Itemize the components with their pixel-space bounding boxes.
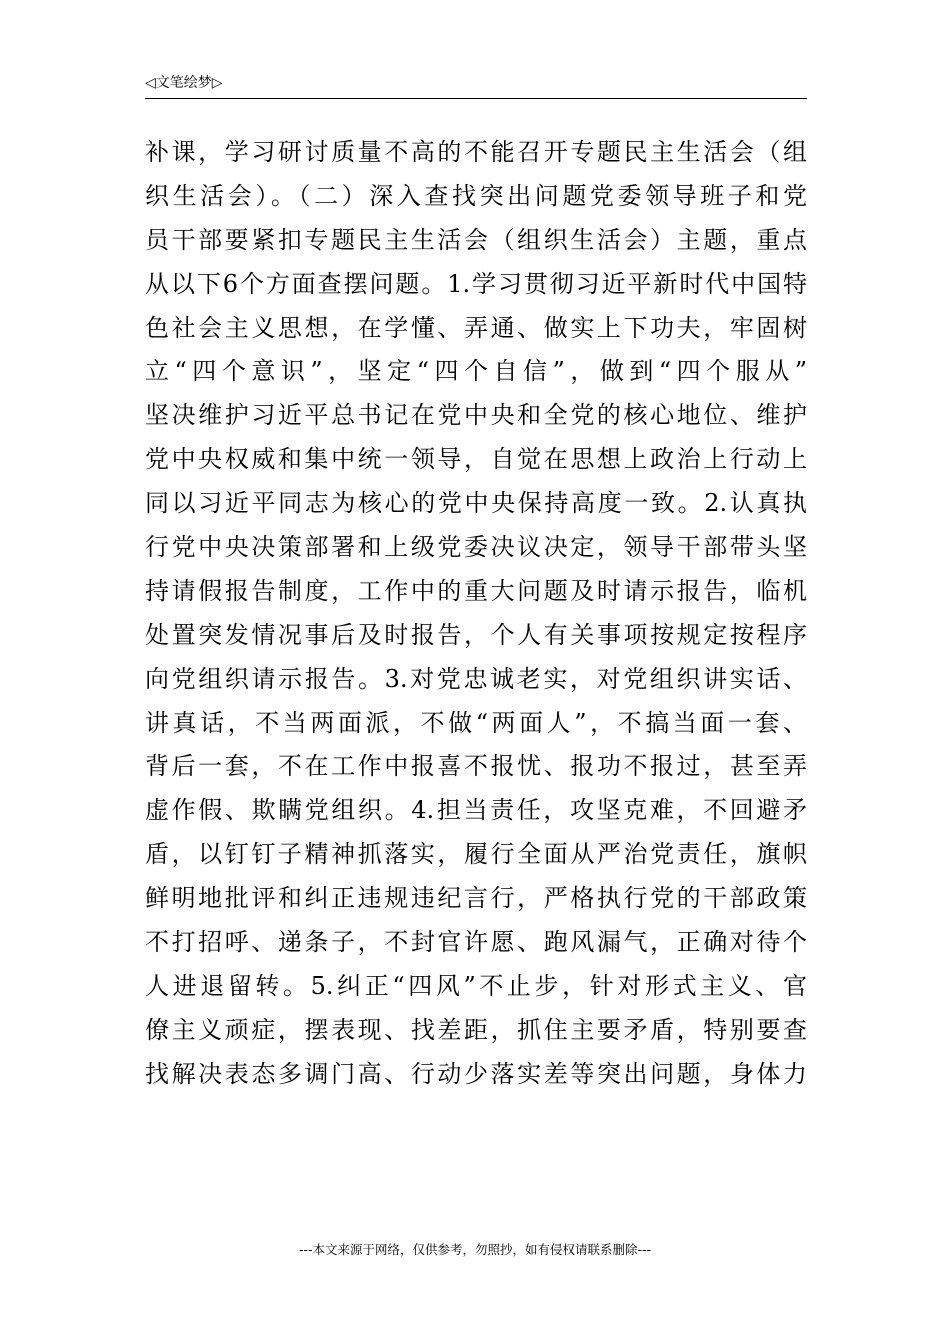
page-header — [145, 72, 807, 99]
page-footer: ---本文来源于网络，仅供参考，勿照抄，如有侵权请联系删除--- — [298, 1242, 652, 1257]
body-line: 人进退留转。5.纠正“四风”不止步，针对形式主义、官 — [145, 971, 807, 1000]
body-line: 员干部要紧扣专题民主生活会（组织生活会）主题，重点 — [145, 225, 807, 254]
body-line: 色社会主义思想，在学懂、弄通、做实上下功夫，牢固树 — [145, 313, 807, 342]
body-line: 不打招呼、递条子，不封官许愿、跑风漏气，正确对待个 — [145, 928, 807, 957]
body-line: 行党中央决策部署和上级党委决议决定，领导干部带头坚 — [145, 533, 807, 562]
body-line: 持请假报告制度，工作中的重大问题及时请示报告，临机 — [145, 576, 807, 605]
document-body — [145, 131, 807, 1097]
body-line: 处置突发情况事后及时报告，个人有关事项按规定按程序 — [145, 620, 807, 649]
body-line: 虚作假、欺瞒党组织。4.担当责任，攻坚克难，不回避矛 — [145, 796, 807, 825]
body-line: 同以习近平同志为核心的党中央保持高度一致。2.认真执 — [145, 489, 807, 518]
body-line: 鲜明地批评和纠正违规违纪言行，严格执行党的干部政策 — [145, 884, 807, 913]
body-line: 讲真话，不当两面派，不做“两面人”，不搞当面一套、 — [145, 708, 807, 737]
body-line: 背后一套，不在工作中报喜不报忧、报功不报过，甚至弄 — [145, 752, 807, 781]
body-line: 向党组织请示报告。3.对党忠诚老实，对党组织讲实话、 — [145, 664, 807, 693]
body-line: 找解决表态多调门高、行动少落实差等突出问题，身体力 — [145, 1059, 807, 1088]
body-line: 坚决维护习近平总书记在党中央和全党的核心地位、维护 — [145, 401, 807, 430]
header-title: ◁文笔绘梦▷ — [145, 75, 223, 91]
body-line: 盾，以钉钉子精神抓落实，履行全面从严治党责任，旗帜 — [145, 840, 807, 869]
body-line: 立“四个意识”，坚定“四个自信”，做到“四个服从” — [145, 357, 807, 386]
body-line: 从以下6个方面查摆问题。1.学习贯彻习近平新时代中国特 — [145, 269, 807, 298]
body-line: 织生活会）。（二）深入查找突出问题党委领导班子和党 — [145, 181, 807, 210]
body-line: 党中央权威和集中统一领导，自觉在思想上政治上行动上 — [145, 445, 807, 474]
body-line: 僚主义顽症，摆表现、找差距，抓住主要矛盾，特别要查 — [145, 1015, 807, 1044]
body-line: 补课，学习研讨质量不高的不能召开专题民主生活会（组 — [145, 138, 807, 166]
